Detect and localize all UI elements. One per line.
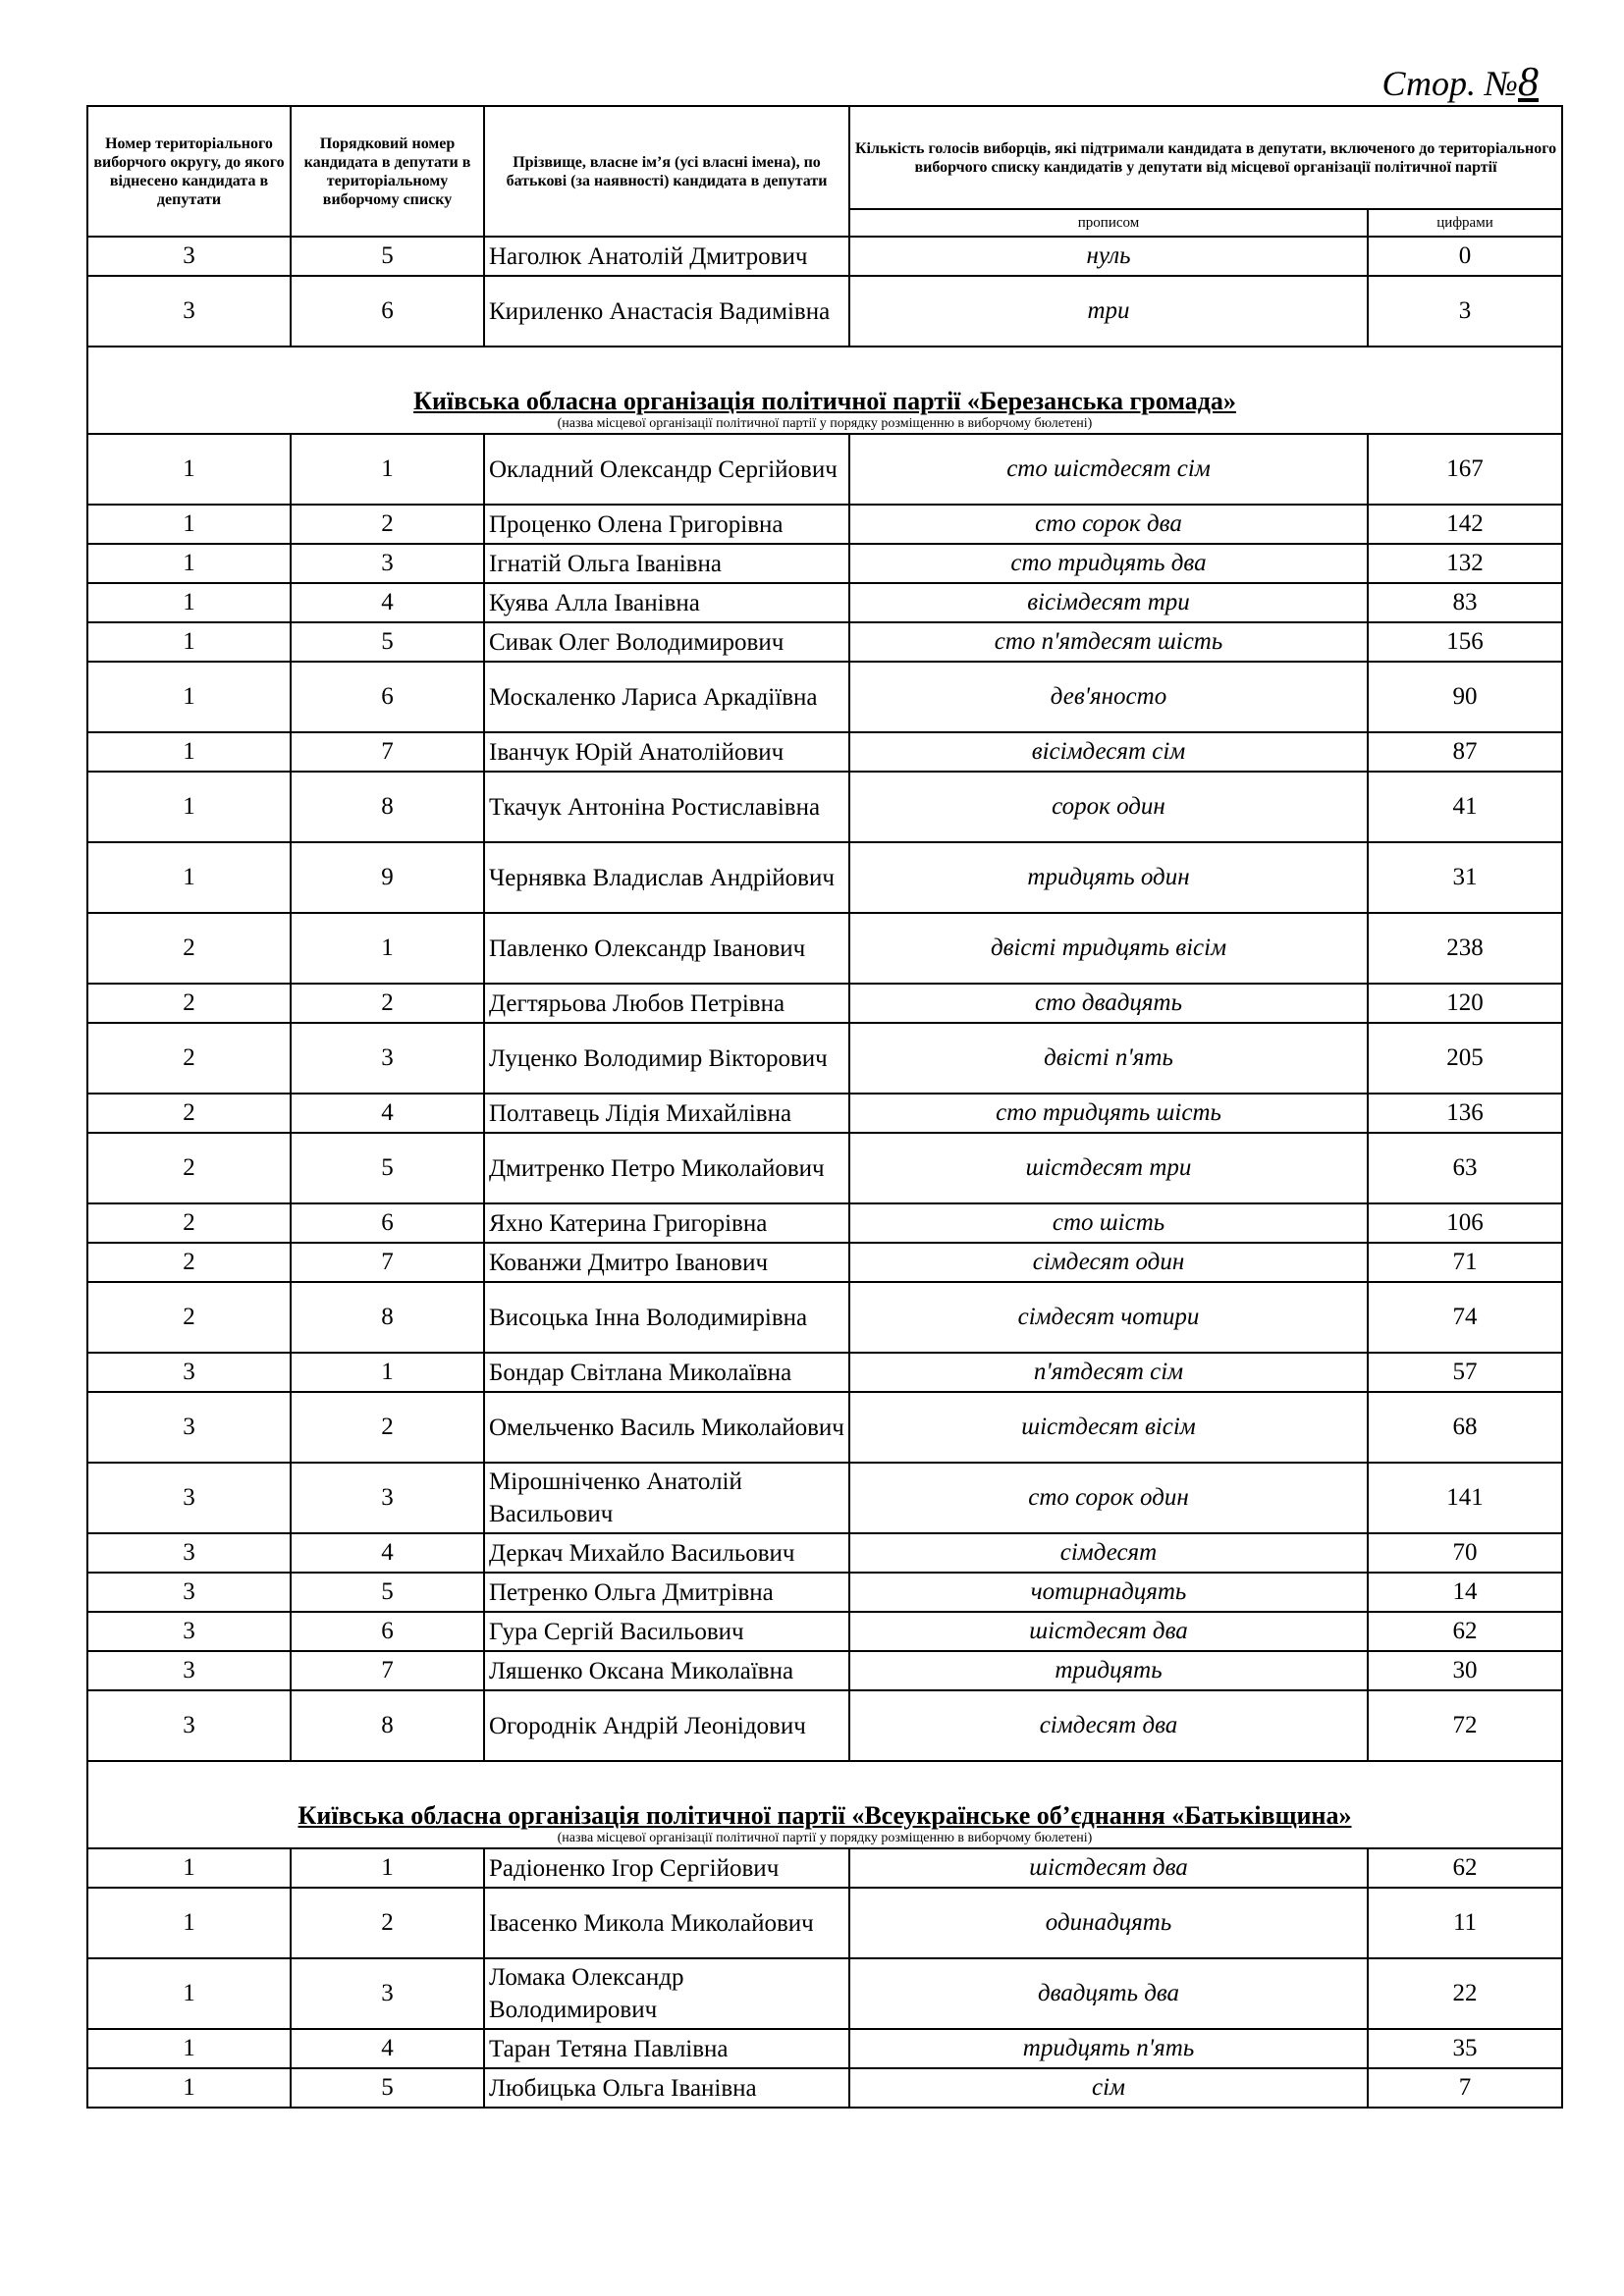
candidate-name-cell: Ляшенко Оксана Миколаївна (484, 1651, 849, 1690)
table-row (87, 1243, 1562, 1282)
candidate-number-cell: 6 (291, 1612, 484, 1651)
candidate-number-cell: 3 (291, 1958, 484, 2029)
candidate-number-cell: 4 (291, 1533, 484, 1573)
candidate-number-cell: 4 (291, 2029, 484, 2068)
table-row (87, 434, 1562, 505)
candidate-number-cell: 3 (291, 544, 484, 583)
district-cell: 3 (87, 1651, 291, 1690)
candidate-name-cell: Омельченко Василь Миколайович (484, 1392, 849, 1463)
district-cell: 1 (87, 544, 291, 583)
candidate-name-cell: Сивак Олег Володимирович (484, 622, 849, 662)
district-cell: 1 (87, 622, 291, 662)
table-row (87, 1612, 1562, 1651)
candidate-number-cell: 5 (291, 622, 484, 662)
votes-words-cell: двадцять два (849, 1958, 1368, 2029)
candidate-name-cell: Радіоненко Ігор Сергійович (484, 1848, 849, 1888)
votes-words-cell: сім (849, 2068, 1368, 2108)
candidate-number-cell: 1 (291, 913, 484, 984)
votes-digits-cell: 30 (1368, 1651, 1562, 1690)
district-cell: 2 (87, 1203, 291, 1243)
table-row (87, 1888, 1562, 1958)
party-name: Київська обласна організація політичної партії «Березанська громада» (413, 387, 1236, 415)
candidate-name-cell: Чернявка Владислав Андрійович (484, 842, 849, 913)
header-votes: Кількість голосів виборців, які підтримали кандидата в депутати, включеного до територіального виборчого списку кандидатів у депутати від місцевої організації політичної партії (849, 106, 1562, 209)
table-row (87, 1690, 1562, 1761)
table-body (87, 237, 1562, 2108)
page-number-value: 8 (1518, 60, 1539, 105)
votes-words-cell: сто сорок два (849, 505, 1368, 544)
votes-words-cell: сімдесят два (849, 1690, 1368, 1761)
candidate-name-cell: Любицька Ольга Іванівна (484, 2068, 849, 2108)
candidate-name-cell: Огороднік Андрій Леонідович (484, 1690, 849, 1761)
table-row (87, 2068, 1562, 2108)
table-row (87, 913, 1562, 984)
party-name: Київська обласна організація політичної партії «Всеукраїнське об’єднання «Батьківщина» (298, 1801, 1352, 1830)
district-cell: 3 (87, 1353, 291, 1392)
table-row (87, 1848, 1562, 1888)
candidate-number-cell: 2 (291, 1888, 484, 1958)
votes-words-cell: сто п'ятдесят шість (849, 622, 1368, 662)
district-cell: 1 (87, 732, 291, 772)
candidate-number-cell: 6 (291, 276, 484, 347)
votes-digits-cell: 87 (1368, 732, 1562, 772)
table-row (87, 1573, 1562, 1612)
votes-digits-cell: 106 (1368, 1203, 1562, 1243)
district-cell: 1 (87, 505, 291, 544)
district-cell: 2 (87, 913, 291, 984)
votes-digits-cell: 132 (1368, 544, 1562, 583)
table-row (87, 505, 1562, 544)
candidate-number-cell: 5 (291, 237, 484, 276)
votes-words-cell: одинадцять (849, 1888, 1368, 1958)
table-row (87, 842, 1562, 913)
votes-words-cell: шістдесят вісім (849, 1392, 1368, 1463)
candidate-number-cell: 1 (291, 1848, 484, 1888)
district-cell: 1 (87, 1958, 291, 2029)
table-row (87, 1094, 1562, 1133)
party-header-cell (87, 347, 1562, 434)
votes-digits-cell: 3 (1368, 276, 1562, 347)
candidate-name-cell: Ломака Олександр Володимирович (484, 1958, 849, 2029)
candidate-name-cell: Бондар Світлана Миколаївна (484, 1353, 849, 1392)
district-cell: 3 (87, 1392, 291, 1463)
candidate-number-cell: 1 (291, 434, 484, 505)
table-row (87, 1023, 1562, 1094)
votes-digits-cell: 141 (1368, 1463, 1562, 1533)
votes-words-cell: тридцять (849, 1651, 1368, 1690)
candidate-number-cell: 5 (291, 1573, 484, 1612)
candidate-name-cell: Кириленко Анастасія Вадимівна (484, 276, 849, 347)
party-header-row (87, 1761, 1562, 1848)
district-cell: 2 (87, 1094, 291, 1133)
table-row (87, 583, 1562, 622)
votes-digits-cell: 62 (1368, 1612, 1562, 1651)
table-row (87, 1958, 1562, 2029)
votes-words-cell: сто шістдесят сім (849, 434, 1368, 505)
candidate-name-cell: Яхно Катерина Григорівна (484, 1203, 849, 1243)
votes-words-cell: п'ятдесят сім (849, 1353, 1368, 1392)
votes-digits-cell: 7 (1368, 2068, 1562, 2108)
district-cell: 2 (87, 984, 291, 1023)
candidate-number-cell: 4 (291, 583, 484, 622)
party-header-cell (87, 1761, 1562, 1848)
district-cell: 2 (87, 1133, 291, 1203)
votes-digits-cell: 167 (1368, 434, 1562, 505)
votes-words-cell: вісімдесят три (849, 583, 1368, 622)
district-cell: 1 (87, 772, 291, 842)
votes-digits-cell: 62 (1368, 1848, 1562, 1888)
district-cell: 2 (87, 1023, 291, 1094)
votes-digits-cell: 63 (1368, 1133, 1562, 1203)
votes-digits-cell: 120 (1368, 984, 1562, 1023)
candidate-number-cell: 2 (291, 505, 484, 544)
district-cell: 3 (87, 1612, 291, 1651)
district-cell: 2 (87, 1282, 291, 1353)
district-cell: 3 (87, 237, 291, 276)
table-row (87, 984, 1562, 1023)
votes-words-cell: сорок один (849, 772, 1368, 842)
district-cell: 1 (87, 2029, 291, 2068)
candidate-number-cell: 7 (291, 732, 484, 772)
candidate-number-cell: 4 (291, 1094, 484, 1133)
votes-words-cell: сто тридцять шість (849, 1094, 1368, 1133)
candidate-name-cell: Висоцька Інна Володимирівна (484, 1282, 849, 1353)
table-row (87, 1282, 1562, 1353)
votes-digits-cell: 74 (1368, 1282, 1562, 1353)
votes-words-cell: шістдесят три (849, 1133, 1368, 1203)
candidate-name-cell: Куява Алла Іванівна (484, 583, 849, 622)
table-row (87, 1353, 1562, 1392)
votes-digits-cell: 142 (1368, 505, 1562, 544)
votes-digits-cell: 68 (1368, 1392, 1562, 1463)
votes-words-cell: сто двадцять (849, 984, 1368, 1023)
votes-digits-cell: 83 (1368, 583, 1562, 622)
votes-words-cell: вісімдесят сім (849, 732, 1368, 772)
votes-words-cell: двісті тридцять вісім (849, 913, 1368, 984)
votes-digits-cell: 156 (1368, 622, 1562, 662)
votes-words-cell: тридцять п'ять (849, 2029, 1368, 2068)
table-row (87, 1203, 1562, 1243)
district-cell: 3 (87, 1573, 291, 1612)
candidate-number-cell: 8 (291, 1282, 484, 1353)
votes-digits-cell: 22 (1368, 1958, 1562, 2029)
header-candidate-number: Порядковий номер кандидата в депутати в територіальному виборчому списку (291, 106, 484, 237)
table-header (87, 106, 1562, 237)
candidate-number-cell: 8 (291, 772, 484, 842)
candidate-name-cell: Полтавець Лідія Михайлівна (484, 1094, 849, 1133)
district-cell: 3 (87, 1463, 291, 1533)
candidate-name-cell: Дегтярьова Любов Петрівна (484, 984, 849, 1023)
votes-words-cell: сімдесят (849, 1533, 1368, 1573)
candidate-name-cell: Дмитренко Петро Миколайович (484, 1133, 849, 1203)
candidate-number-cell: 3 (291, 1023, 484, 1094)
votes-digits-cell: 11 (1368, 1888, 1562, 1958)
candidate-name-cell: Петренко Ольга Дмитрівна (484, 1573, 849, 1612)
header-district: Номер територіального виборчого округу, до якого віднесено кандидата в депутати (87, 106, 291, 237)
votes-digits-cell: 70 (1368, 1533, 1562, 1573)
votes-digits-cell: 31 (1368, 842, 1562, 913)
candidate-name-cell: Луценко Володимир Вікторович (484, 1023, 849, 1094)
table-row (87, 276, 1562, 347)
votes-digits-cell: 205 (1368, 1023, 1562, 1094)
votes-words-cell: сімдесят один (849, 1243, 1368, 1282)
candidate-number-cell: 2 (291, 984, 484, 1023)
district-cell: 1 (87, 434, 291, 505)
candidate-name-cell: Наголюк Анатолій Дмитрович (484, 237, 849, 276)
votes-words-cell: три (849, 276, 1368, 347)
votes-words-cell: дев'яносто (849, 662, 1368, 732)
district-cell: 1 (87, 1848, 291, 1888)
header-votes-words: прописом (849, 209, 1368, 237)
votes-words-cell: сто шість (849, 1203, 1368, 1243)
table-row (87, 2029, 1562, 2068)
table-row (87, 622, 1562, 662)
candidate-name-cell: Мірошніченко Анатолій Васильович (484, 1463, 849, 1533)
candidate-name-cell: Ігнатій Ольга Іванівна (484, 544, 849, 583)
votes-words-cell: сімдесят чотири (849, 1282, 1368, 1353)
party-name-hint: (назва місцевої організації політичної партії у порядку розміщенню в виборчому бюлетені) (557, 416, 1093, 431)
district-cell: 1 (87, 842, 291, 913)
candidate-number-cell: 9 (291, 842, 484, 913)
table-row (87, 1533, 1562, 1573)
header-votes-digits: цифрами (1368, 209, 1562, 237)
page-number (1382, 59, 1539, 106)
table-row (87, 732, 1562, 772)
votes-words-cell: нуль (849, 237, 1368, 276)
candidate-name-cell: Кованжи Дмитро Іванович (484, 1243, 849, 1282)
candidate-name-cell: Окладний Олександр Сергійович (484, 434, 849, 505)
candidate-name-cell: Гура Сергій Васильович (484, 1612, 849, 1651)
table-row (87, 237, 1562, 276)
votes-words-cell: тридцять один (849, 842, 1368, 913)
header-candidate-name: Прізвище, власне ім’я (усі власні імена), по батькові (за наявності) кандидата в депутати (484, 106, 849, 237)
district-cell: 1 (87, 662, 291, 732)
votes-words-cell: сто тридцять два (849, 544, 1368, 583)
district-cell: 1 (87, 2068, 291, 2108)
candidate-number-cell: 5 (291, 2068, 484, 2108)
candidate-number-cell: 6 (291, 1203, 484, 1243)
candidate-number-cell: 3 (291, 1463, 484, 1533)
votes-digits-cell: 136 (1368, 1094, 1562, 1133)
district-cell: 1 (87, 583, 291, 622)
candidate-name-cell: Ткачук Антоніна Ростиславівна (484, 772, 849, 842)
district-cell: 3 (87, 276, 291, 347)
table-row (87, 1392, 1562, 1463)
candidate-number-cell: 5 (291, 1133, 484, 1203)
candidate-name-cell: Деркач Михайло Васильович (484, 1533, 849, 1573)
candidate-number-cell: 8 (291, 1690, 484, 1761)
district-cell: 3 (87, 1533, 291, 1573)
votes-digits-cell: 57 (1368, 1353, 1562, 1392)
candidate-name-cell: Проценко Олена Григорівна (484, 505, 849, 544)
votes-digits-cell: 72 (1368, 1690, 1562, 1761)
page-number-prefix: Стор. № (1381, 64, 1518, 103)
votes-digits-cell: 0 (1368, 237, 1562, 276)
votes-words-cell: шістдесят два (849, 1848, 1368, 1888)
candidate-number-cell: 2 (291, 1392, 484, 1463)
district-cell: 2 (87, 1243, 291, 1282)
candidate-number-cell: 6 (291, 662, 484, 732)
candidate-name-cell: Москаленко Лариса Аркадіївна (484, 662, 849, 732)
results-table (86, 105, 1563, 2109)
votes-words-cell: шістдесят два (849, 1612, 1368, 1651)
candidate-number-cell: 7 (291, 1651, 484, 1690)
party-name-hint: (назва місцевої організації політичної партії у порядку розміщенню в виборчому бюлетені) (557, 1831, 1093, 1845)
votes-words-cell: чотирнадцять (849, 1573, 1368, 1612)
candidate-name-cell: Павленко Олександр Іванович (484, 913, 849, 984)
votes-digits-cell: 35 (1368, 2029, 1562, 2068)
district-cell: 1 (87, 1888, 291, 1958)
candidate-name-cell: Іванчук Юрій Анатолійович (484, 732, 849, 772)
candidate-number-cell: 7 (291, 1243, 484, 1282)
votes-digits-cell: 90 (1368, 662, 1562, 732)
table-row (87, 1651, 1562, 1690)
candidate-number-cell: 1 (291, 1353, 484, 1392)
table-row (87, 544, 1562, 583)
candidate-name-cell: Івасенко Микола Миколайович (484, 1888, 849, 1958)
party-header-row (87, 347, 1562, 434)
candidate-name-cell: Таран Тетяна Павлівна (484, 2029, 849, 2068)
table-row (87, 1463, 1562, 1533)
votes-words-cell: сто сорок один (849, 1463, 1368, 1533)
votes-digits-cell: 41 (1368, 772, 1562, 842)
table-row (87, 772, 1562, 842)
votes-words-cell: двісті п'ять (849, 1023, 1368, 1094)
votes-digits-cell: 238 (1368, 913, 1562, 984)
votes-digits-cell: 14 (1368, 1573, 1562, 1612)
votes-digits-cell: 71 (1368, 1243, 1562, 1282)
table-row (87, 1133, 1562, 1203)
table-row (87, 662, 1562, 732)
district-cell: 3 (87, 1690, 291, 1761)
